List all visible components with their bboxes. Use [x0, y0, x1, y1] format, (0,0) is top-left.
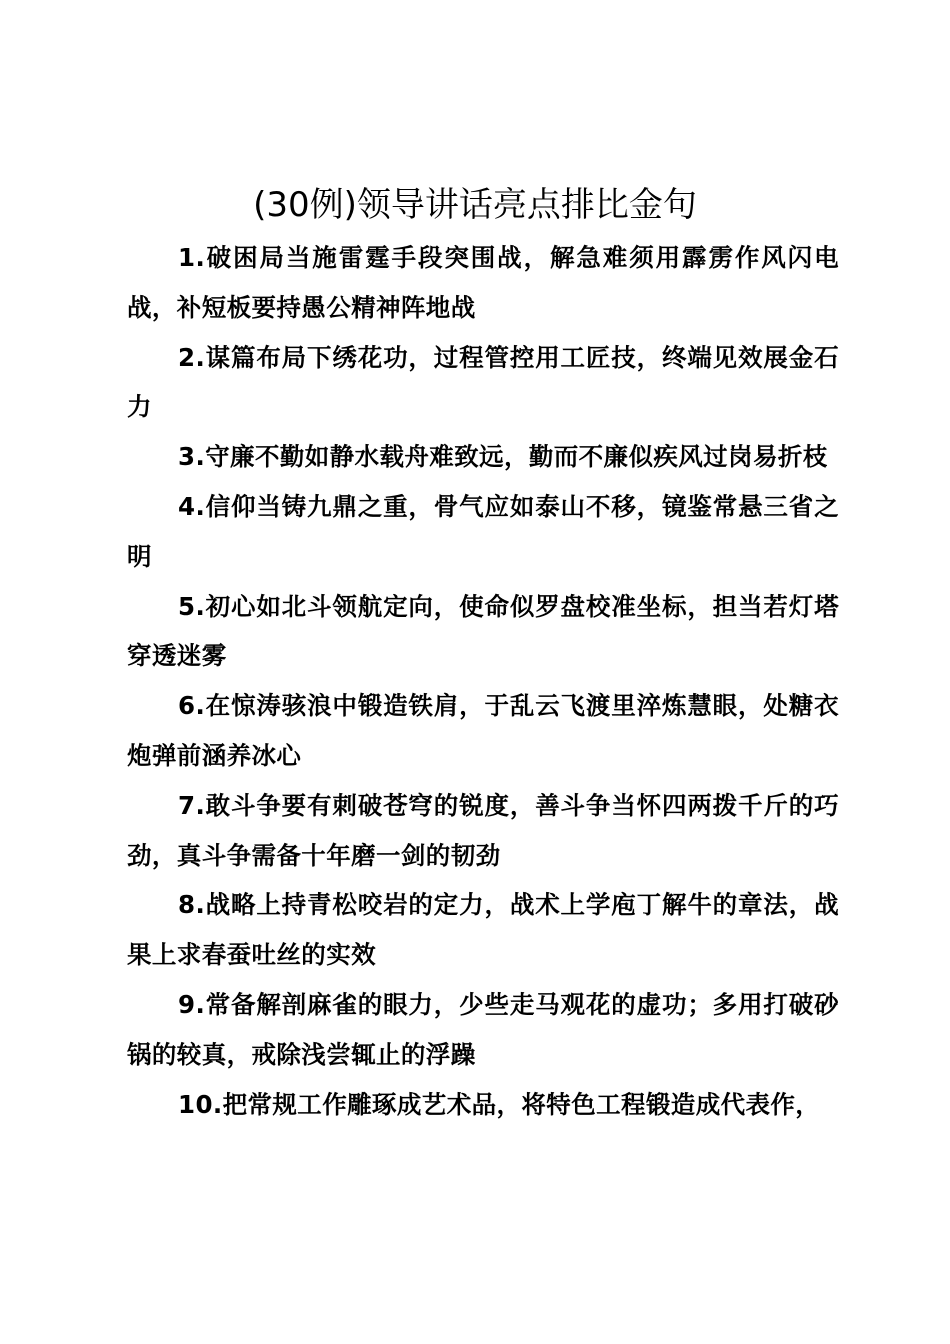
- list-item: 6.在惊涛骇浪中锻造铁肩，于乱云飞渡里淬炼慧眼，处糖衣炮弹前涵养冰心: [127, 691, 839, 770]
- document-body: [127, 233, 839, 1129]
- list-item: 2.谋篇布局下绣花功，过程管控用工匠技，终端见效展金石力: [127, 342, 839, 422]
- document-title: (30例)领导讲话亮点排比金句: [253, 185, 697, 225]
- list-item: 4.信仰当铸九鼎之重，骨气应如泰山不移，镜鉴常悬三省之明: [127, 491, 839, 571]
- list-item: 9.常备解剖麻雀的眼力，少些走马观花的虚功；多用打破砂锅的较真，戒除浅尝辄止的浮躁: [127, 989, 839, 1069]
- list-item: 5.初心如北斗领航定向，使命似罗盘校准坐标，担当若灯塔穿透迷雾: [127, 591, 839, 671]
- list-item: 3.守廉不勤如静水载舟难致远，勤而不廉似疾风过岗易折枝: [178, 442, 828, 472]
- list-item: 7.敢斗争要有刺破苍穹的锐度，善斗争当怀四两拨千斤的巧劲，真斗争需备十年磨一剑的韧劲: [127, 790, 839, 870]
- list-item: 8.战略上持青松咬岩的定力，战术上学庖丁解牛的章法，战果上求春蚕吐丝的实效: [127, 890, 839, 970]
- list-item: 1.破困局当施雷霆手段突围战，解急难须用霹雳作风闪电战，补短板要持愚公精神阵地战: [127, 243, 839, 322]
- list-item: 10.把常规工作雕琢成艺术品，将特色工程锻造成代表作，: [178, 1089, 821, 1119]
